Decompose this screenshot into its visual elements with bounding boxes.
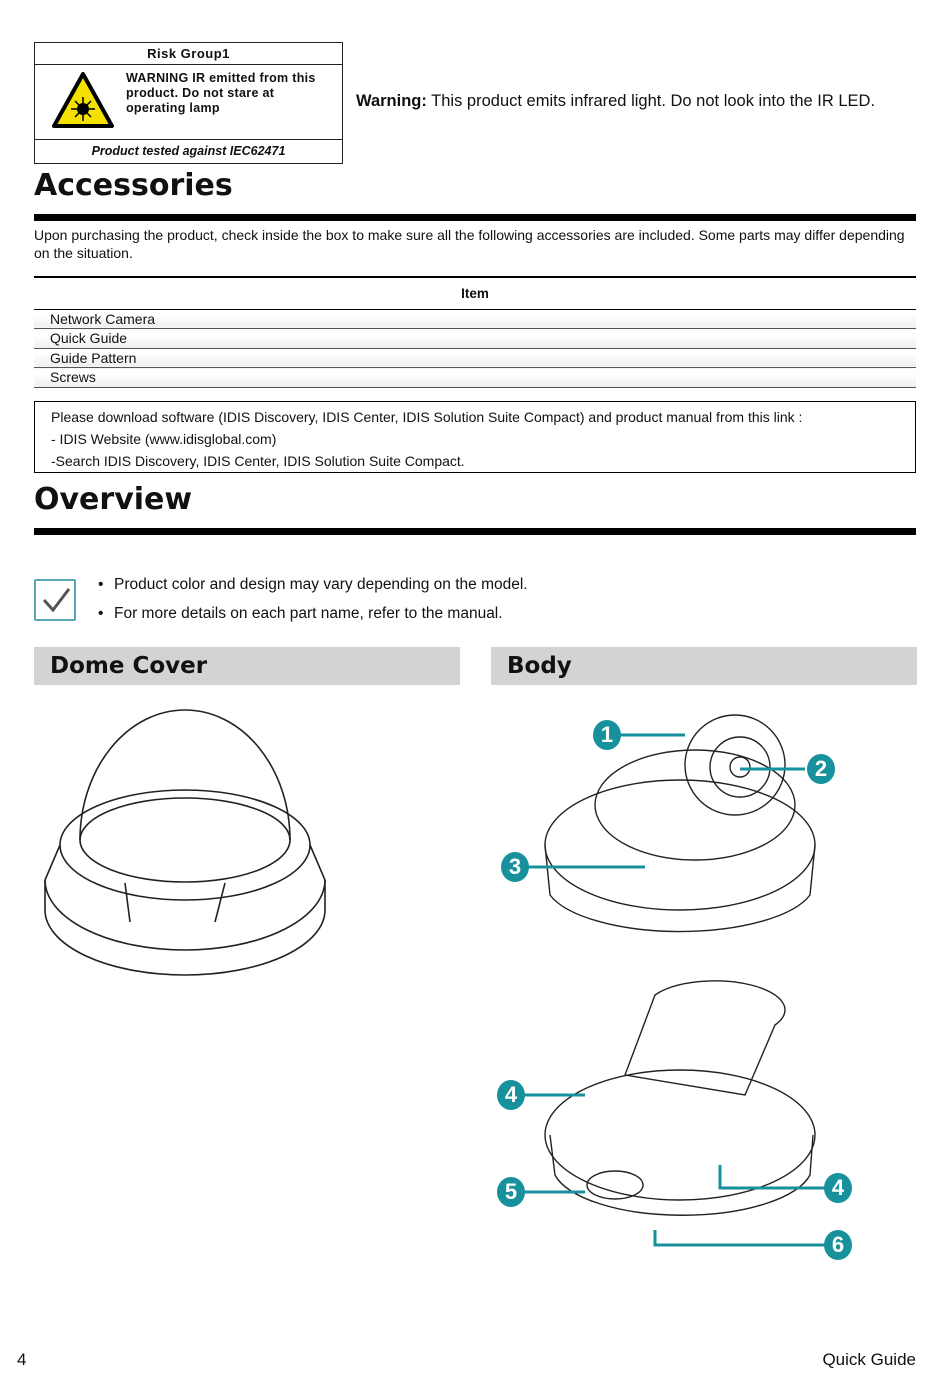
body-heading: Body [491,647,917,685]
table-row: Guide Pattern [34,348,916,368]
note-text: For more details on each part name, refer to the manual. [114,605,503,622]
callout-number: 1 [593,720,621,750]
divider [34,528,916,535]
table-row: Quick Guide [34,329,916,349]
checkmark-note-icon [34,579,76,621]
warning-line: WARNING IR emitted from this [126,71,316,85]
divider [34,214,916,221]
note-text: Product color and design may vary depending on the model. [114,576,528,593]
accessories-intro: Upon purchasing the product, check inside the box to make sure all the following accessories are included. Some parts may differ depending on the situation. [34,227,905,261]
table-row: Screws [34,368,916,388]
callout-number: 4 [824,1173,852,1203]
note-item: • For more details on each part name, refer to the manual. [98,605,503,622]
callout-number: 4 [497,1080,525,1110]
callout-number: 2 [807,754,835,784]
warning-line: operating lamp [126,101,220,115]
accessories-heading: Accessories [34,168,233,203]
ir-warning [356,92,875,111]
download-line: Please download software (IDIS Discovery, IDIS Center, IDIS Solution Suite Compact) and product manual from this link : [51,409,803,425]
document-name: Quick Guide [822,1350,916,1369]
iec-footer: Product tested against IEC62471 [91,144,286,158]
accessories-table [34,276,916,388]
download-note [34,401,916,473]
callout-number: 5 [497,1177,525,1207]
callout-number: 3 [501,852,529,882]
download-line: -Search IDIS Discovery, IDIS Center, IDIS Solution Suite Compact. [51,453,465,469]
note-item: • Product color and design may vary depending on the model. [98,576,528,593]
overview-heading: Overview [34,482,193,517]
download-line: - IDIS Website (www.idisglobal.com) [51,431,277,447]
risk-group-label [34,42,343,164]
table-header: Item [34,277,916,309]
dome-cover-heading: Dome Cover [34,647,460,685]
laser-warning-icon [51,71,115,129]
warning-label: Warning: [356,92,427,110]
warning-line: product. Do not stare at [126,86,275,100]
callout-number: 6 [824,1230,852,1260]
page-number: 4 [17,1350,27,1369]
risk-group-title: Risk Group1 [35,43,342,65]
warning-text: This product emits infrared light. Do not look into the IR LED. [426,92,876,110]
dome-cover-illustration [40,700,330,985]
table-row: Network Camera [34,309,916,329]
